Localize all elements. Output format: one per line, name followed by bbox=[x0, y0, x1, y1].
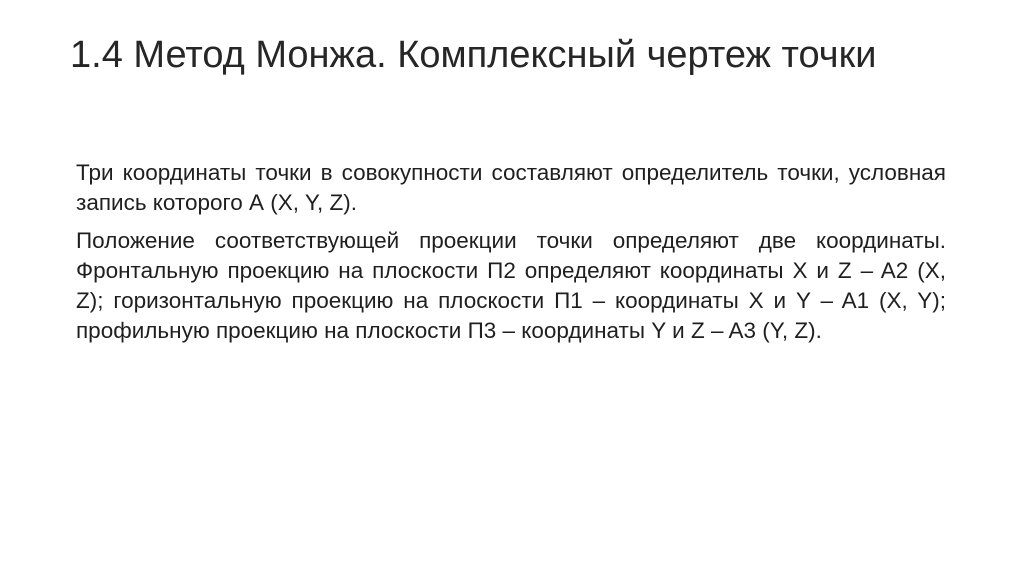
paragraph-definition: Три координаты точки в совокупности составляют определитель точки, условная запись которого А (X, Y, Z). bbox=[76, 160, 946, 215]
paragraph-projections: Положение соответствующей проекции точки определяют две координаты. Фронтальную проекцию на плоскости П2 определяют координаты X и Z – A2 (X, Z); горизонтальную проекцию на плоскости П1 – координаты X и Y – A1 (X, Y); профильную проекцию на плоскости П3 – координаты Y и Z – A3 (Y, Z). bbox=[76, 228, 946, 343]
slide-body bbox=[76, 158, 946, 354]
slide-title: 1.4 Метод Монжа. Комплексный чертеж точки bbox=[70, 34, 877, 76]
